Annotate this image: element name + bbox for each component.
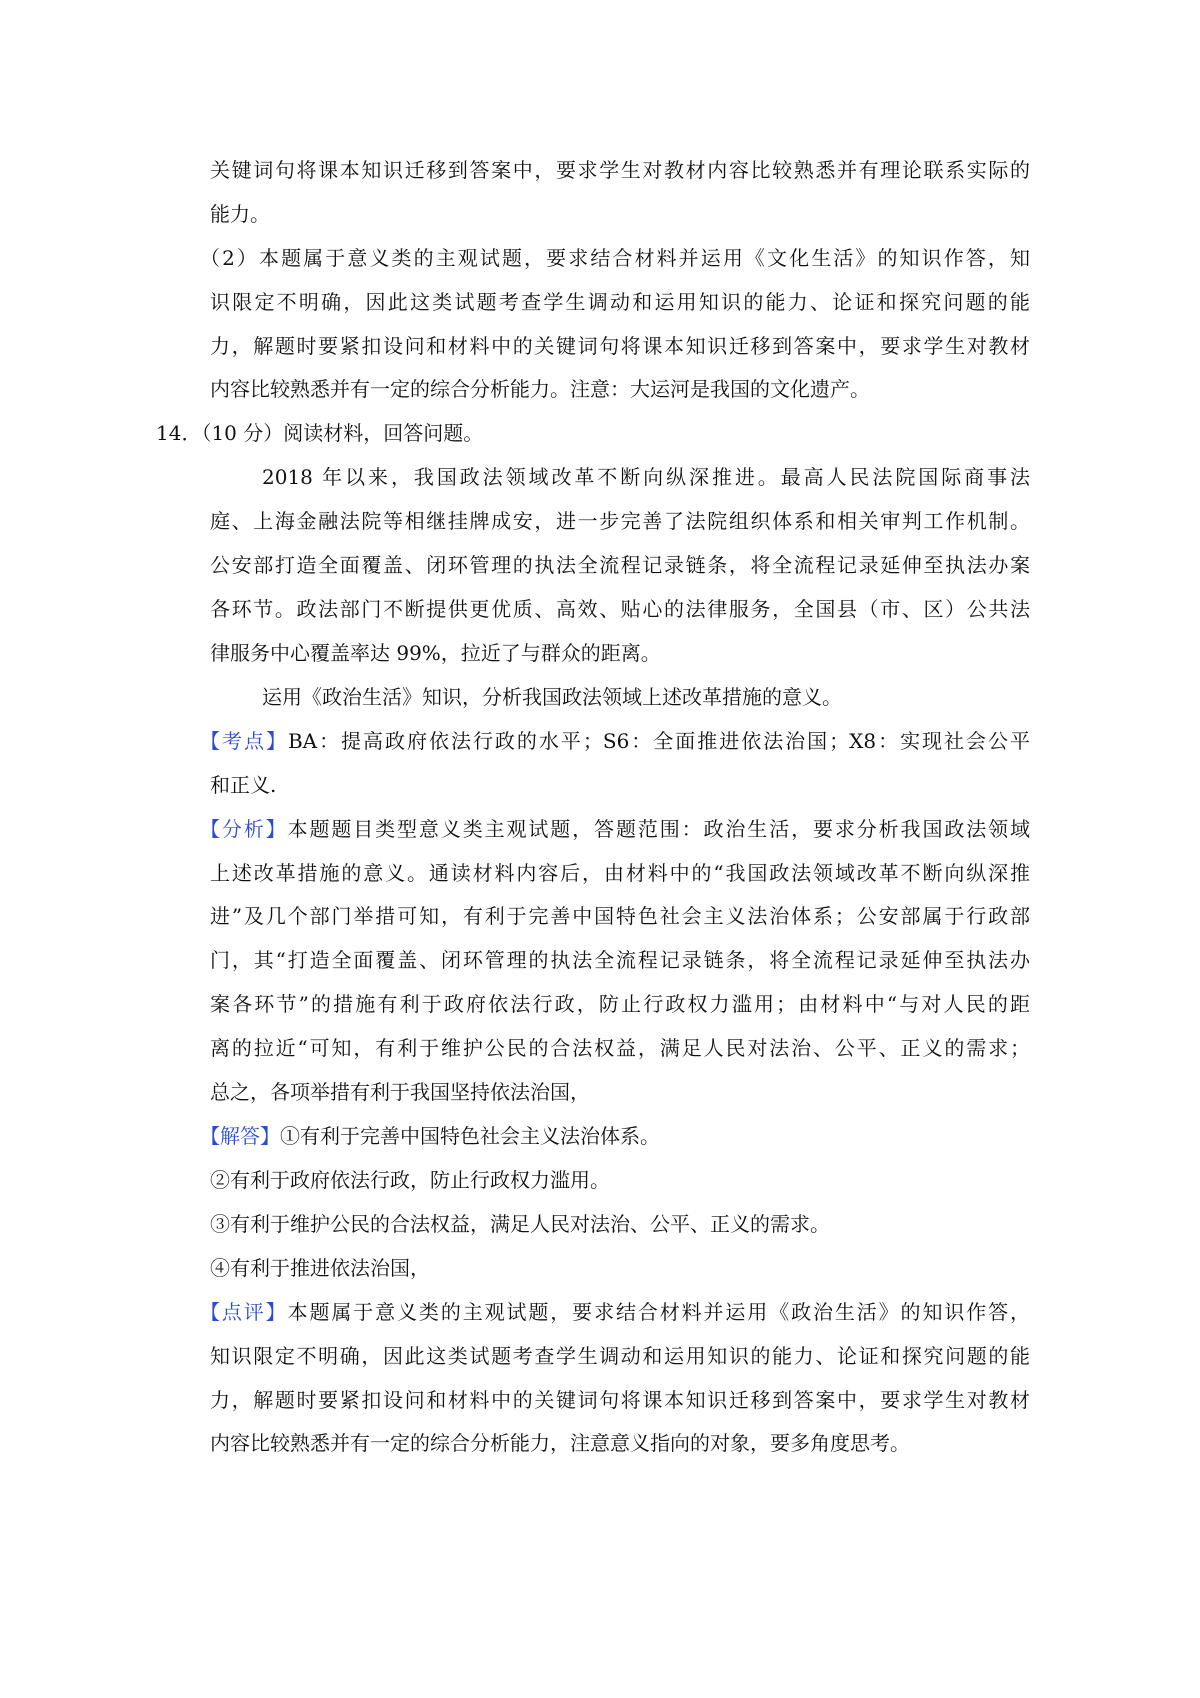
dianping-line-3: 力，解题时要紧扣设问和材料中的关键词句将课本知识迁移到答案中，要求学生对教材 [210,1388,1030,1412]
fenxi-line-2: 上述改革措施的意义。通读材料内容后，由材料中的“我国政法领域改革不断向纵深推 [210,861,1030,885]
fenxi-line-4: 门，其“打造全面覆盖、闭环管理的执法全流程记录链条，将全流程记录延伸至执法办 [210,948,1030,972]
kaodian-text: BA：提高政府依法行政的水平；S6：全面推进依法治国；X8：实现社会公平 [287,729,1030,753]
prev-analysis-line-2: 能力。 [210,202,270,226]
material-line-1: 2018 年以来，我国政法领域改革不断向纵深推进。最高人民法院国际商事法 [262,465,1030,489]
part2-line-2: 识限定不明确，因此这类试题考查学生调动和运用知识的能力、论证和探究问题的能 [210,290,1030,314]
part2-line-1: （2）本题属于意义类的主观试题，要求结合材料并运用《文化生活》的知识作答，知 [200,246,1030,270]
part2-line-4: 内容比较熟悉并有一定的综合分析能力。注意：大运河是我国的文化遗产。 [210,377,870,401]
part2-line-3: 力，解题时要紧扣设问和材料中的关键词句将课本知识迁移到答案中，要求学生对教材 [210,334,1030,358]
jieda-answer-4: ④有利于推进依法治国， [210,1256,430,1280]
fenxi-text: 本题题目类型意义类主观试题，答题范围：政治生活，要求分析我国政法领域 [287,817,1031,841]
jieda-answer-3: ③有利于维护公民的合法权益，满足人民对法治、公平、正义的需求。 [210,1212,830,1236]
fenxi-tag: 【分析】 [200,817,288,841]
dianping-line-4: 内容比较熟悉并有一定的综合分析能力，注意意义指向的对象，要多角度思考。 [210,1431,910,1455]
dianping-line-2: 知识限定不明确，因此这类试题考查学生调动和运用知识的能力、论证和探究问题的能 [210,1344,1030,1368]
kaodian-tag: 【考点】 [200,729,288,753]
fenxi-line-5: 案各环节”的措施有利于政府依法行政，防止行政权力滥用；由材料中“与对人民的距 [210,992,1030,1016]
fenxi-line-7: 总之，各项举措有利于我国坚持依法治国， [210,1080,590,1104]
dianping-text: 本题属于意义类的主观试题，要求结合材料并运用《政治生活》的知识作答， [287,1300,1031,1324]
material-line-2: 庭、上海金融法院等相继挂牌成安，进一步完善了法院组织体系和相关审判工作机制。 [210,509,1030,533]
dianping-tag: 【点评】 [200,1300,288,1324]
question-14-header: 14．（10 分）阅读材料，回答问题。 [156,421,484,445]
jieda-answer-1: ①有利于完善中国特色社会主义法治体系。 [280,1124,660,1148]
jieda-line-1 [200,1122,1030,1150]
question-prompt: 运用《政治生活》知识，分析我国政法领域上述改革措施的意义。 [262,685,842,709]
material-line-3: 公安部打造全面覆盖、闭环管理的执法全流程记录链条，将全流程记录延伸至执法办案 [210,553,1030,577]
jieda-answer-2: ②有利于政府依法行政，防止行政权力滥用。 [210,1168,610,1192]
dianping-line-1 [200,1298,1030,1326]
material-line-4: 各环节。政法部门不断提供更优质、高效、贴心的法律服务，全国县（市、区）公共法 [210,597,1030,621]
material-line-5: 律服务中心覆盖率达 99%，拉近了与群众的距离。 [210,641,661,665]
fenxi-line-6: 离的拉近“可知，有利于维护公民的合法权益，满足人民对法治、公平、正义的需求； [210,1036,1030,1060]
kaodian-line-2: 和正义. [210,773,277,797]
kaodian-line-1 [200,727,1030,755]
fenxi-line-3: 进”及几个部门举措可知，有利于完善中国特色社会主义法治体系；公安部属于行政部 [210,904,1030,928]
prev-analysis-line-1: 关键词句将课本知识迁移到答案中，要求学生对教材内容比较熟悉并有理论联系实际的 [210,158,1030,182]
jieda-tag: 【解答】 [200,1124,280,1148]
fenxi-line-1 [200,815,1030,843]
